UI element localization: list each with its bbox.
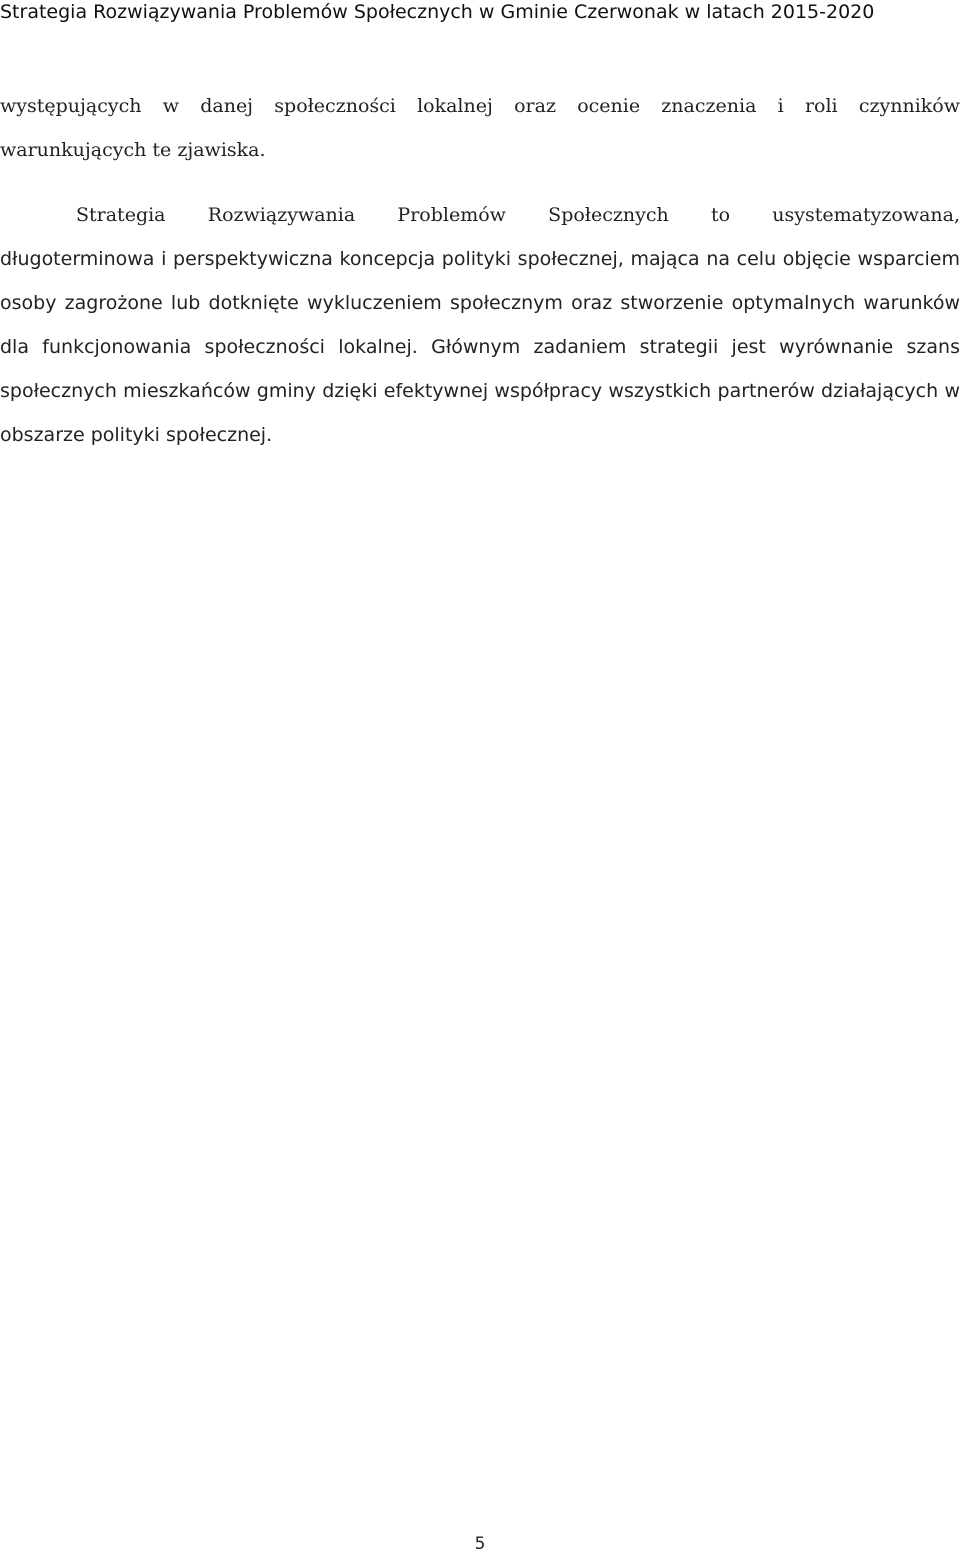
page-number: 5 [474, 1534, 486, 1554]
paragraph-continuation: występujących w danej społeczności lokalnej oraz ocenie znaczenia i roli czynników warunkujących te zjawiska. [0, 95, 960, 161]
paragraph-lead-line: Strategia Rozwiązywania Problemów Społecznych to usystematyzowana, [76, 204, 960, 226]
paragraph-body: długoterminowa i perspektywiczna koncepcja polityki społecznej, mająca na celu objęcie wsparciem osoby zagrożone lub dotknięte wykluczeniem społecznym oraz stworzenie optymalnych warunków dla funkcjonowania społeczności lokalnej. Głównym zadaniem strategii jest wyrównanie szans społecznych mieszkańców gminy dzięki efektywnej współpracy wszystkich partnerów działających w obszarze polityki społecznej. [0, 248, 960, 446]
document-header-title: Strategia Rozwiązywania Problemów Społecznych w Gminie Czerwonak w latach 2015-2020 [0, 1, 875, 23]
